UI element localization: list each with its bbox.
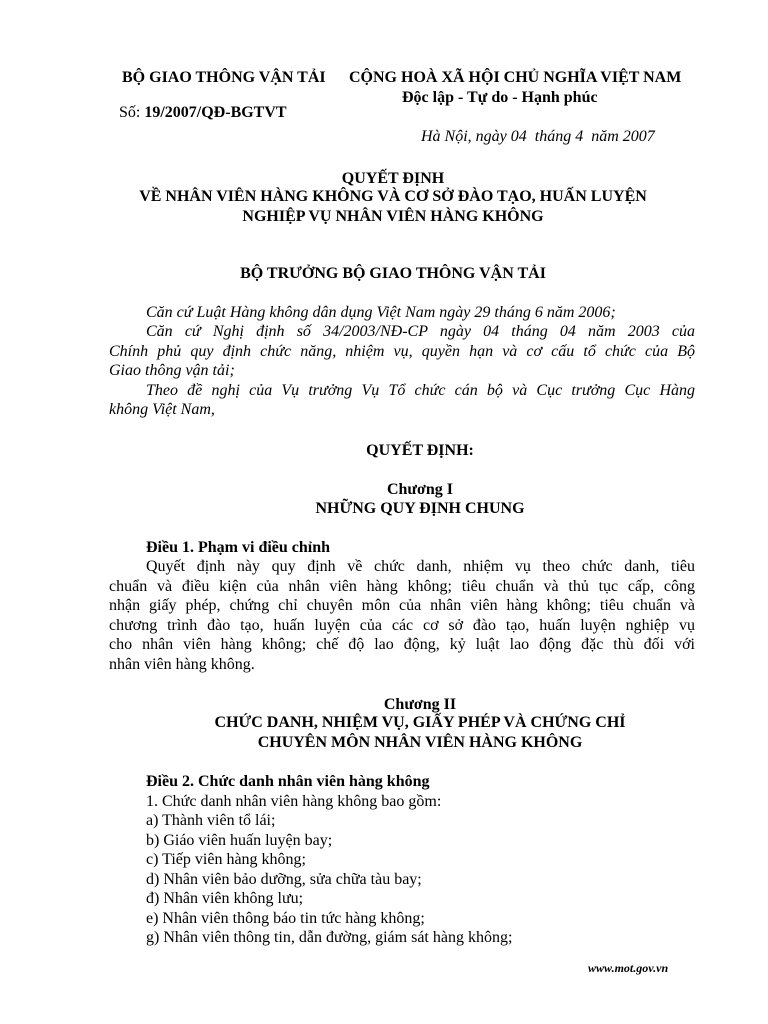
doc-title: QUYẾT ĐỊNH <box>341 170 445 187</box>
list-intro: 1. Chức danh nhân viên hàng không bao gồm: <box>146 793 442 810</box>
decision-heading: QUYẾT ĐỊNH: <box>366 442 474 459</box>
list-item: đ) Nhân viên không lưu; <box>146 890 304 907</box>
doc-title-line2: VỀ NHÂN VIÊN HÀNG KHÔNG VÀ CƠ SỞ ĐÀO TẠO, HUẤN LUYỆN <box>139 188 647 205</box>
preamble-line: Chính phủ quy định chức năng, nhiệm vụ, quyền hạn và cơ cấu tổ chức của Bộ <box>109 343 695 360</box>
chapter-label: Chương II <box>383 696 457 713</box>
list-item: g) Nhân viên thông tin, dẫn đường, giám sát hàng không; <box>146 929 513 946</box>
article-line: cho nhân viên hàng không; chế độ lao động, kỷ luật lao động đặc thù đối với <box>109 636 695 653</box>
authority-heading: BỘ TRƯỞNG BỘ GIAO THÔNG VẬN TẢI <box>240 265 546 282</box>
doc-title-line3: NGHIỆP VỤ NHÂN VIÊN HÀNG KHÔNG <box>242 208 544 225</box>
article-line: nhân viên hàng không. <box>109 656 255 673</box>
article-line: chương trình đào tạo, huấn luyện của các cơ sở đào tạo, huấn luyện nghiệp vụ <box>109 617 695 634</box>
list-item: c) Tiếp viên hàng không; <box>146 851 306 868</box>
preamble-line: Theo đề nghị của Vụ trưởng Vụ Tổ chức cán bộ và Cục trưởng Cục Hàng <box>146 382 695 399</box>
document-number-value: 19/2007/QĐ-BGTVT <box>144 104 287 121</box>
preamble-line: Căn cứ Nghị định số 34/2003/NĐ-CP ngày 04 tháng 04 năm 2003 của <box>146 323 695 340</box>
chapter-title: CHỨC DANH, NHIỆM VỤ, GIẤY PHÉP VÀ CHỨNG CHỈ <box>214 714 626 731</box>
article-line: chuẩn và điều kiện của nhân viên hàng không; tiêu chuẩn và thủ tục cấp, công <box>109 578 695 595</box>
preamble-line: Căn cứ Luật Hàng không dân dụng Việt Nam ngày 29 tháng 6 năm 2006; <box>146 304 616 321</box>
list-item: e) Nhân viên thông báo tin tức hàng không; <box>146 910 425 927</box>
article-heading: Điều 2. Chức danh nhân viên hàng không <box>146 773 430 790</box>
preamble-line: Giao thông vận tải; <box>109 362 235 379</box>
chapter-title-line2: CHUYÊN MÔN NHÂN VIÊN HÀNG KHÔNG <box>257 734 583 751</box>
article-heading: Điều 1. Phạm vi điều chỉnh <box>146 539 331 556</box>
list-item: b) Giáo viên huấn luyện bay; <box>146 832 333 849</box>
place-date: Hà Nội, ngày 04 tháng 4 năm 2007 <box>421 128 655 145</box>
ministry-name: BỘ GIAO THÔNG VẬN TẢI <box>122 69 326 86</box>
document-number-label: Số: <box>119 104 145 121</box>
footer-website: www.mot.gov.vn <box>588 961 669 975</box>
national-motto: Độc lập - Tự do - Hạnh phúc <box>402 89 598 106</box>
chapter-title: NHỮNG QUY ĐỊNH CHUNG <box>315 500 525 517</box>
preamble-line: không Việt Nam, <box>109 401 215 418</box>
list-item: d) Nhân viên bảo dưỡng, sửa chữa tàu bay; <box>146 871 422 888</box>
document-number <box>119 103 287 123</box>
republic-name: CỘNG HOÀ XÃ HỘI CHỦ NGHĨA VIỆT NAM <box>349 69 682 86</box>
chapter-label: Chương I <box>386 481 454 498</box>
article-line: Quyết định này quy định về chức danh, nhiệm vụ theo chức danh, tiêu <box>146 558 695 575</box>
list-item: a) Thành viên tổ lái; <box>146 812 276 829</box>
article-line: nhận giấy phép, chứng chỉ chuyên môn của nhân viên hàng không; tiêu chuẩn và <box>109 597 695 614</box>
